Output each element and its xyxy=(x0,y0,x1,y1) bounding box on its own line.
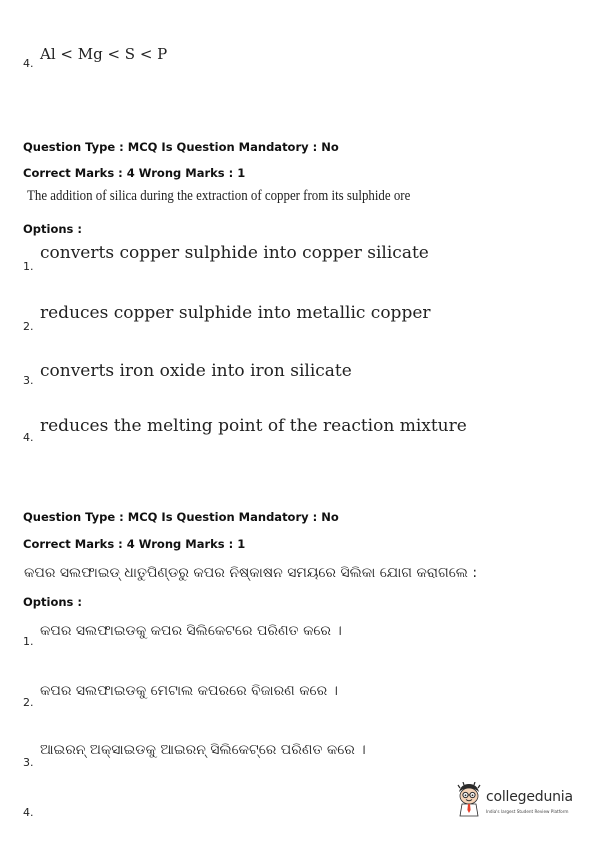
option-text: କପର ସଲଫାଇଡକୁ ମେଟାଲ କପରରେ ବିଜାରଣ କରେ । xyxy=(40,683,338,699)
option-number: 2. xyxy=(23,320,34,333)
question-meta-type: Question Type : MCQ Is Question Mandatory : No xyxy=(23,140,339,154)
logo-wordmark: collegedunia xyxy=(486,789,573,805)
logo-tagline: India's largest Student Review Platform xyxy=(486,809,569,814)
option-number: 1. xyxy=(23,260,34,273)
option-number: 3. xyxy=(23,756,34,769)
option-text: reduces copper sulphide into metallic copper xyxy=(40,303,431,323)
option-text: converts iron oxide into iron silicate xyxy=(40,361,352,381)
option-number: 4. xyxy=(23,431,34,444)
options-label: Options : xyxy=(23,222,82,236)
option-number: 1. xyxy=(23,635,34,648)
option-text: converts copper sulphide into copper silicate xyxy=(40,243,429,263)
option-text: କପର ସଲଫାଇଡକୁ କପର ସିଲିକେଟରେ ପରିଣତ କରେ । xyxy=(40,623,342,639)
question-meta-marks: Correct Marks : 4 Wrong Marks : 1 xyxy=(23,537,246,551)
option-text: Al < Mg < S < P xyxy=(40,45,168,63)
option-number: 4. xyxy=(23,806,34,819)
option-text: reduces the melting point of the reaction mixture xyxy=(40,416,467,436)
question-meta-marks: Correct Marks : 4 Wrong Marks : 1 xyxy=(23,166,246,180)
option-text: ଆଇରନ୍ ଅକ୍ସାଇଡକୁ ଆଇରନ୍ ସିଲିକେଟ୍‌ରେ ପରିଣତ କରେ । xyxy=(40,742,366,758)
question-text: କପର ସଲଫାଇଡ୍ ଧାତୁପିଣ୍ଡରୁ କପର ନିଷ୍କାଷନ ସମୟରେ ସିଲିକା ଯୋଗ କରାଗଲେ : xyxy=(24,565,478,581)
option-number: 2. xyxy=(23,696,34,709)
question-meta-type: Question Type : MCQ Is Question Mandatory : No xyxy=(23,510,339,524)
options-label: Options : xyxy=(23,595,82,609)
option-number: 4. xyxy=(23,57,34,70)
question-text: The addition of silica during the extraction of copper from its sulphide ore xyxy=(27,188,411,204)
option-number: 3. xyxy=(23,374,34,387)
collegedunia-logo xyxy=(455,780,580,824)
logo-mascot-icon xyxy=(455,782,483,818)
